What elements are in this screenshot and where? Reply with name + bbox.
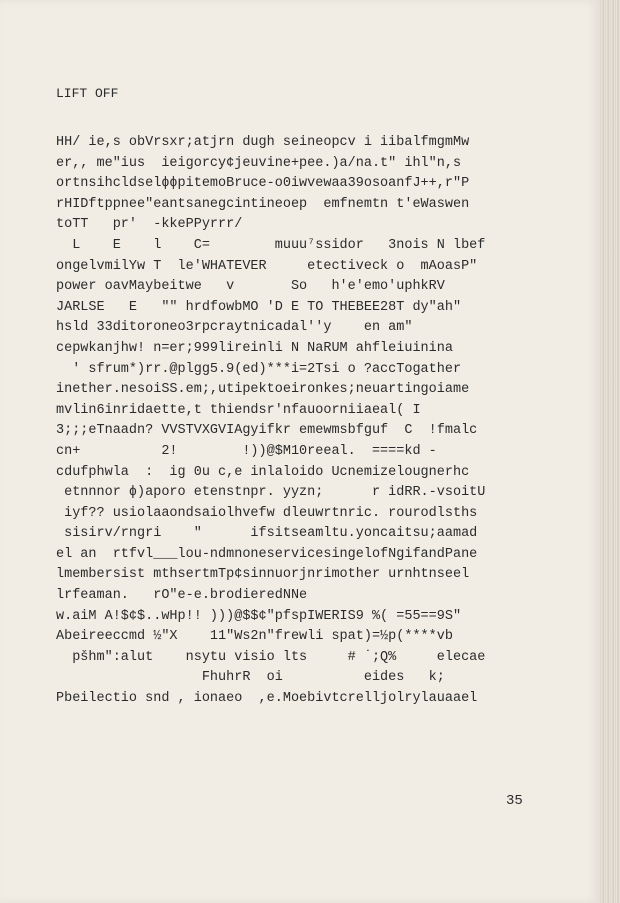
text-line: JARLSE E "" hrdfowbMO 'D E TO THEBEE28T dy"ah" [56,299,462,315]
text-line: inether.nesoiSS.em;,utipektoeironkes;neuartingoiame [56,382,470,398]
text-line: iyf?? usiolaaondsaiolhvefw dleuwrtnric. rourodlsths [56,505,478,521]
page-number: 35 [506,793,523,809]
text-line: lrfeaman. rO"e-e.brodieredNNe [56,588,308,604]
text-line: ongelvmilYw T le'WHATEVER etectiveck o mAoasP" [56,258,478,274]
text-line: 3;;;eTnaadn? VVSTVXGVIAgyifkr emewmsbfguf C !fmalc [56,423,478,439]
text-line: pšhm":alut nsytu visio lts # ˙;Q% elecae [56,649,486,665]
text-line: sisirv/rngri " ifsitseamltu.yoncaitsu;aamad [56,526,478,542]
text-line: etnnnor ɸ)aporo etenstnpr. yyzn; r idRR.-vsoitU [56,485,486,501]
text-line: el an rtfvl___lou-ndmnoneservicesingelofNgifandPane [56,546,478,562]
page-title: LIFT OFF [56,86,119,101]
text-line: cdufphwla : ig 0u c,e inlaloido Ucnemizelougnerhc [56,464,470,480]
text-line: mvlin6inridaette,t thiendsr'nfauoorniiaeal( I [56,402,421,418]
text-line: L E l C= muuu⁷ssidor 3nois N lbef [56,237,486,253]
stacked-page-edges [600,0,620,903]
text-line: rHIDftppnee"eantsanegcintineoep emfnemtn t'eWaswen [56,196,470,212]
text-line: w.aiM A!$¢$..wHp!! )))@$$¢"pfspIWERIS9 %( =55==9S" [56,608,462,624]
text-line: ortnsihcldselɸɸpitemoBruce-o0iwvewaa39osoanfJ++,r"P [56,176,470,192]
text-line: ' sfrum*)rr.@plgg5.9(ed)***i=2Tsi o ?accTogather [56,361,462,377]
text-line: Abeireeccmd ½"X 11"Ws2n"frewli spat)=½p(****vb [56,629,453,645]
text-line: hsld 33ditoroneo3rpcraytnicadal''y en am" [56,320,413,336]
text-line: HH/ ie,s obVrsxr;atjrn dugh seineopcv i iibalfmgmMw [56,135,470,150]
text-line: Pbeilectio snd , ionaeo ,e.Moebivtcrelljolrylauaael [56,691,478,707]
typewritten-text-block [56,133,576,710]
text-line: cn+ 2! !))@$M10reeal. ====kd - [56,443,437,459]
text-line: toTT pr' -kkePPyrrr/ [56,217,243,233]
text-line: cepwkanjhw! n=er;999lireinli N NaRUM ahfleiuinina [56,340,453,356]
text-line: power oavMaybeitwe v So h'e'emo'uphkRV [56,279,445,295]
text-line: er,, me"ius ieigorcy¢jeuvine+pee.)a/na.t" ihl"n,s [56,155,462,171]
text-line: FhuhrR oi eides k; [56,670,445,686]
text-line: lmembersist mthsertmTp¢sinnuorjnrimother urnhtnseel [56,567,470,583]
